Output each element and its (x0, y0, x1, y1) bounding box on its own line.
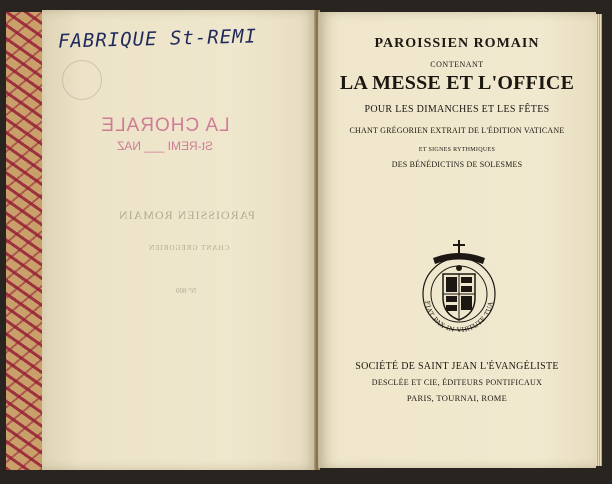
bleed-through-title: PAROISSIEN ROMAIN (118, 208, 255, 222)
ownership-stamp (100, 115, 230, 153)
page-edges (596, 14, 602, 466)
bleed-through-number: N° 800 (176, 287, 197, 295)
main-title: LA MESSE ET L'OFFICE (339, 72, 575, 94)
book-title: PAROISSIEN ROMAIN (374, 36, 540, 51)
signes-text: ET SIGNES RYTHMIQUES (418, 147, 496, 153)
publisher-society: SOCIÉTÉ DE SAINT JEAN L'ÉVANGÉLISTE (355, 361, 559, 372)
chant-text: CHANT GRÉGORIEN EXTRAIT DE L'ÉDITION VATICANE (349, 126, 565, 135)
publisher-block (318, 361, 596, 403)
benedictins-text: DES BÉNÉDICTINS DE SOLESMES (391, 160, 523, 169)
contenant-text: CONTENANT (430, 60, 484, 69)
bleed-through-subtitle: CHANT GRÉGORIEN (148, 244, 230, 252)
emblem-motto: FIAT PAX IN VIRTUTE TUA (423, 300, 495, 335)
circle-mark-icon (62, 60, 102, 100)
publisher-emblem-icon (413, 238, 505, 336)
publisher-desclee: DESCLÉE ET CIE, ÉDITEURS PONTIFICAUX (371, 378, 543, 387)
publisher-cities: PARIS, TOURNAI, ROME (406, 393, 508, 403)
title-block (318, 36, 596, 169)
decorative-endpaper (6, 12, 44, 470)
stamp-line-1: LA CHORALE (100, 115, 230, 136)
stamp-line-2: St-REMI ___ NAZ (116, 139, 214, 153)
handwritten-inscription: FABRIQUE St-REMI (57, 25, 258, 53)
dimanches-text: POUR LES DIMANCHES ET LES FÊTES (364, 104, 550, 115)
